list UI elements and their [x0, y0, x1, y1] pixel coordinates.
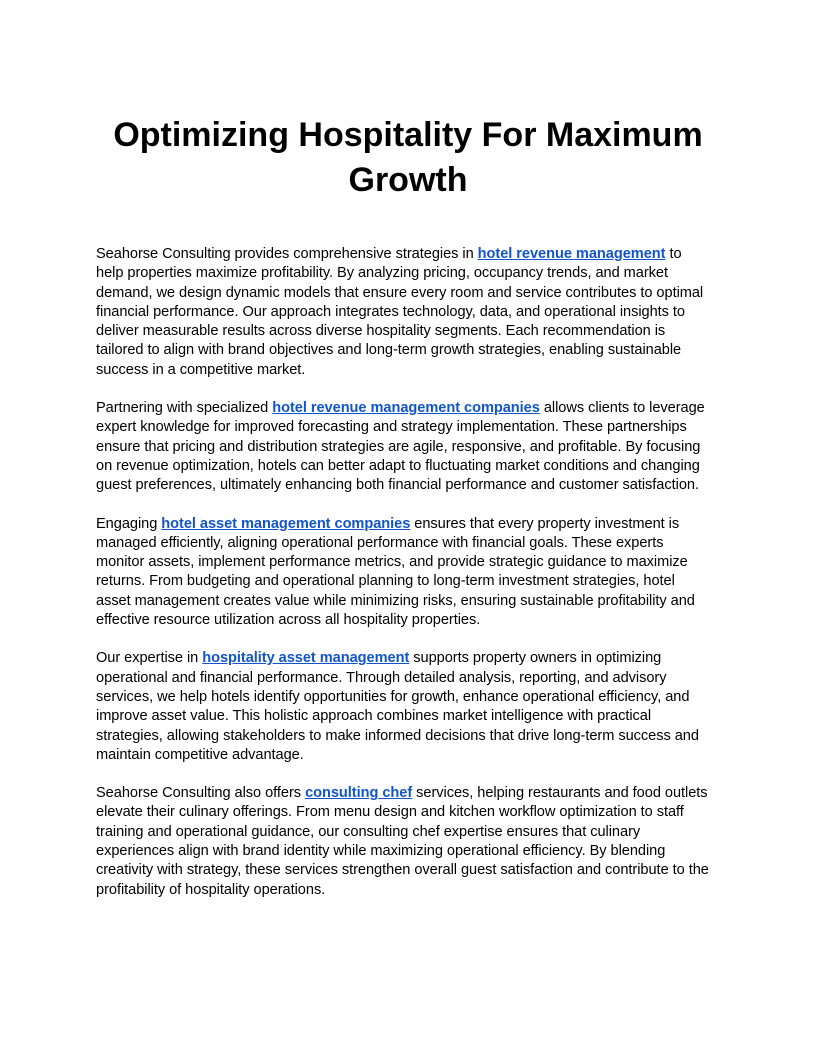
paragraph-5 — [96, 784, 720, 900]
paragraph-line: help properties maximize profitability. By analyzing pricing, occupancy trends, and market — [96, 265, 668, 282]
paragraph-3 — [96, 515, 720, 631]
paragraph-line: improve asset value. This holistic approach combines market intelligence with practical — [96, 708, 652, 725]
text-segment: Partnering with specialized — [96, 400, 273, 417]
paragraph-line: monitor assets, implement performance metrics, and provide strategic guidance to maximize — [96, 554, 688, 571]
page-title — [96, 113, 720, 203]
paragraph-4 — [96, 649, 720, 765]
paragraph-line — [96, 399, 720, 418]
inline-link[interactable]: hotel revenue management — [477, 246, 666, 262]
paragraph-line: elevate their culinary offerings. From menu design and kitchen workflow optimization to staff — [96, 804, 684, 821]
paragraph-line: demand, we design dynamic models that ensure every room and service contributes to optimal — [96, 284, 704, 301]
title-line-2: Growth — [348, 161, 468, 199]
inline-link[interactable]: consulting chef — [305, 785, 413, 802]
text-segment: Our expertise in — [96, 650, 203, 667]
paragraph-line: tailored to align with brand objectives and long-term growth strategies, enabling sustainable — [96, 342, 682, 359]
paragraph-line: on revenue optimization, hotels can better adapt to fluctuating market conditions and changing — [96, 457, 700, 474]
document-body — [96, 245, 720, 900]
inline-link[interactable]: hotel asset management companies — [161, 515, 411, 532]
paragraph-line: deliver measurable results across diverse hospitality segments. Each recommendation is — [96, 323, 666, 340]
paragraph-line: creativity with strategy, these services strengthen overall guest satisfaction and contribute to the — [96, 862, 709, 879]
paragraph-line: experiences align with brand identity while maximizing operational efficiency. By blending — [96, 843, 666, 860]
text-segment: services, helping restaurants and food outlets — [412, 785, 708, 802]
paragraph-line — [96, 784, 720, 803]
text-segment: Engaging — [96, 515, 162, 532]
paragraph-2 — [96, 399, 720, 495]
paragraph-line: operational and financial performance. Through detailed analysis, reporting, and advisory — [96, 669, 667, 686]
text-segment: allows clients to leverage — [539, 400, 705, 417]
paragraph-line: profitability of hospitality operations. — [96, 881, 326, 898]
paragraph-line: expert knowledge for improved forecasting and strategy implementation. These partnerships — [96, 419, 687, 436]
paragraph-line: effective resource utilization across all hospitality properties. — [96, 612, 481, 629]
inline-link[interactable]: hotel revenue management companies — [272, 400, 540, 417]
paragraph-line — [96, 245, 720, 264]
document-page — [96, 0, 720, 919]
text-segment: Seahorse Consulting also offers — [96, 785, 306, 802]
paragraph-line: strategies, allowing stakeholders to make informed decisions that drive long-term success and — [96, 727, 699, 744]
paragraph-line: training and operational guidance, our consulting chef expertise ensures that culinary — [96, 823, 641, 840]
text-segment: Seahorse Consulting provides comprehensive strategies in — [96, 246, 478, 262]
paragraph-line: ensure that pricing and distribution strategies are agile, responsive, and profitable. By focusing — [96, 438, 701, 455]
paragraph-line: managed efficiently, aligning operational performance with financial goals. These experts — [96, 534, 664, 551]
paragraph-line: returns. From budgeting and operational planning to long-term investment strategies, hotel — [96, 573, 675, 590]
paragraph-line: success in a competitive market. — [96, 361, 306, 378]
inline-link[interactable]: hospitality asset management — [202, 650, 410, 667]
paragraph-1 — [96, 245, 720, 380]
paragraph-line: guest preferences, ultimately enhancing both financial performance and customer satisfaction. — [96, 477, 699, 494]
paragraph-line: maintain competitive advantage. — [96, 746, 304, 763]
text-segment: to — [665, 246, 682, 262]
paragraph-line: financial performance. Our approach integrates technology, data, and operational insights to — [96, 303, 685, 320]
title-line-1: Optimizing Hospitality For Maximum — [113, 116, 703, 154]
paragraph-line — [96, 649, 720, 668]
paragraph-line: services, we help hotels identify opportunities for growth, enhance operational efficiency, and — [96, 688, 690, 705]
paragraph-line — [96, 515, 720, 534]
text-segment: ensures that every property investment is — [410, 515, 680, 532]
text-segment: supports property owners in optimizing — [409, 650, 662, 667]
paragraph-line: asset management creates value while minimizing risks, ensuring sustainable profitability and — [96, 592, 695, 609]
